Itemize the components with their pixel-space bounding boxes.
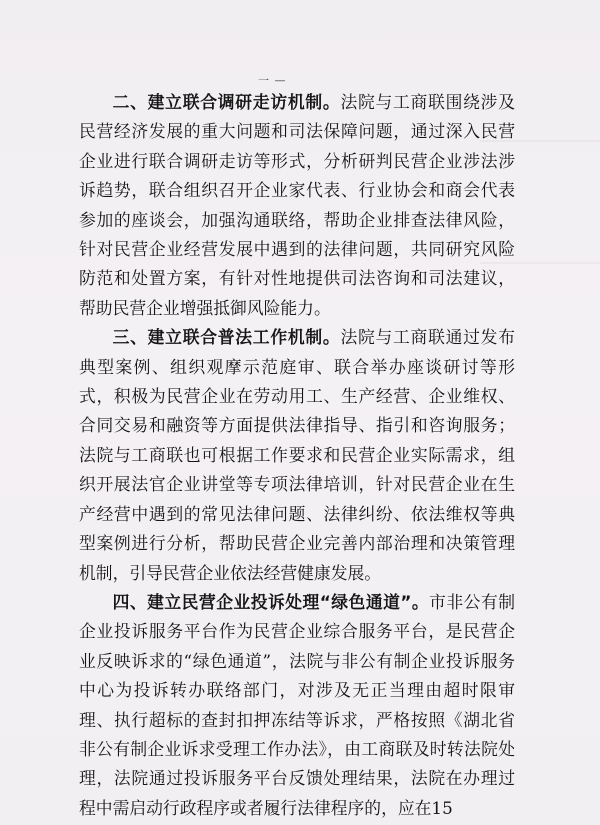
paragraph-text: 市非公有制企业投诉服务平台作为民营企业综合服务平台，是民营企业反映诉求的“绿色通道”，法院与非公有制企业投诉服务中心为投诉转办联络部门，对涉及无正当理由超时限审理、执行超标的查封扣押冻结等诉求，严格按照《湖北省非公有制企业诉求受理工作办法》，由工商联及时转法院处理，法院通过投诉服务平台反馈处理结果，法院在办理过程中需启动行政程序或者履行法律程序的，应在15 <box>79 591 515 818</box>
paragraph-mechanism-4 <box>79 588 515 823</box>
top-mark: 一 — <box>258 74 287 87</box>
paragraph-text: 法院与工商联通过发布典型案例、组织观摩示范庭审、联合举办座谈研讨等形式，积极为民营企业在劳动用工、生产经营、企业维权、合同交易和融资等方面提供法律指导、指引和咨询服务；法院与工商联也可根据工作要求和民营企业实际需求，组织开展法官企业讲堂等专项法律培训，针对民营企业在生产经营中遇到的常见法律问题、法律纠纷、依法维权等典型案例进行分析，帮助民营企业完善内部治理和决策管理机制，引导民营企业依法经营健康发展。 <box>79 327 515 583</box>
paragraph-text: 法院与工商联围绕涉及民营经济发展的重大问题和司法保障问题，通过深入民营企业进行联合调研走访等形式，分析研判民营企业涉法涉诉趋势，联合组织召开企业家代表、行业协会和商会代表参加的座谈会，加强沟通联络，帮助企业排查法律风险，针对民营企业经营发展中遇到的法律问题，共同研究风险防范和处置方案，有针对性地提供司法咨询和司法建议，帮助民营企业增强抵御风险能力。 <box>79 92 515 318</box>
paragraph-mechanism-3 <box>79 323 515 588</box>
paragraph-mechanism-2 <box>79 88 515 323</box>
paragraph-heading: 三、建立联合普法工作机制。 <box>112 327 341 348</box>
paragraph-heading: 四、建立民营企业投诉处理“绿色通道”。 <box>112 591 430 612</box>
paragraph-heading: 二、建立联合调研走访机制。 <box>112 92 341 112</box>
document-body <box>79 88 515 823</box>
